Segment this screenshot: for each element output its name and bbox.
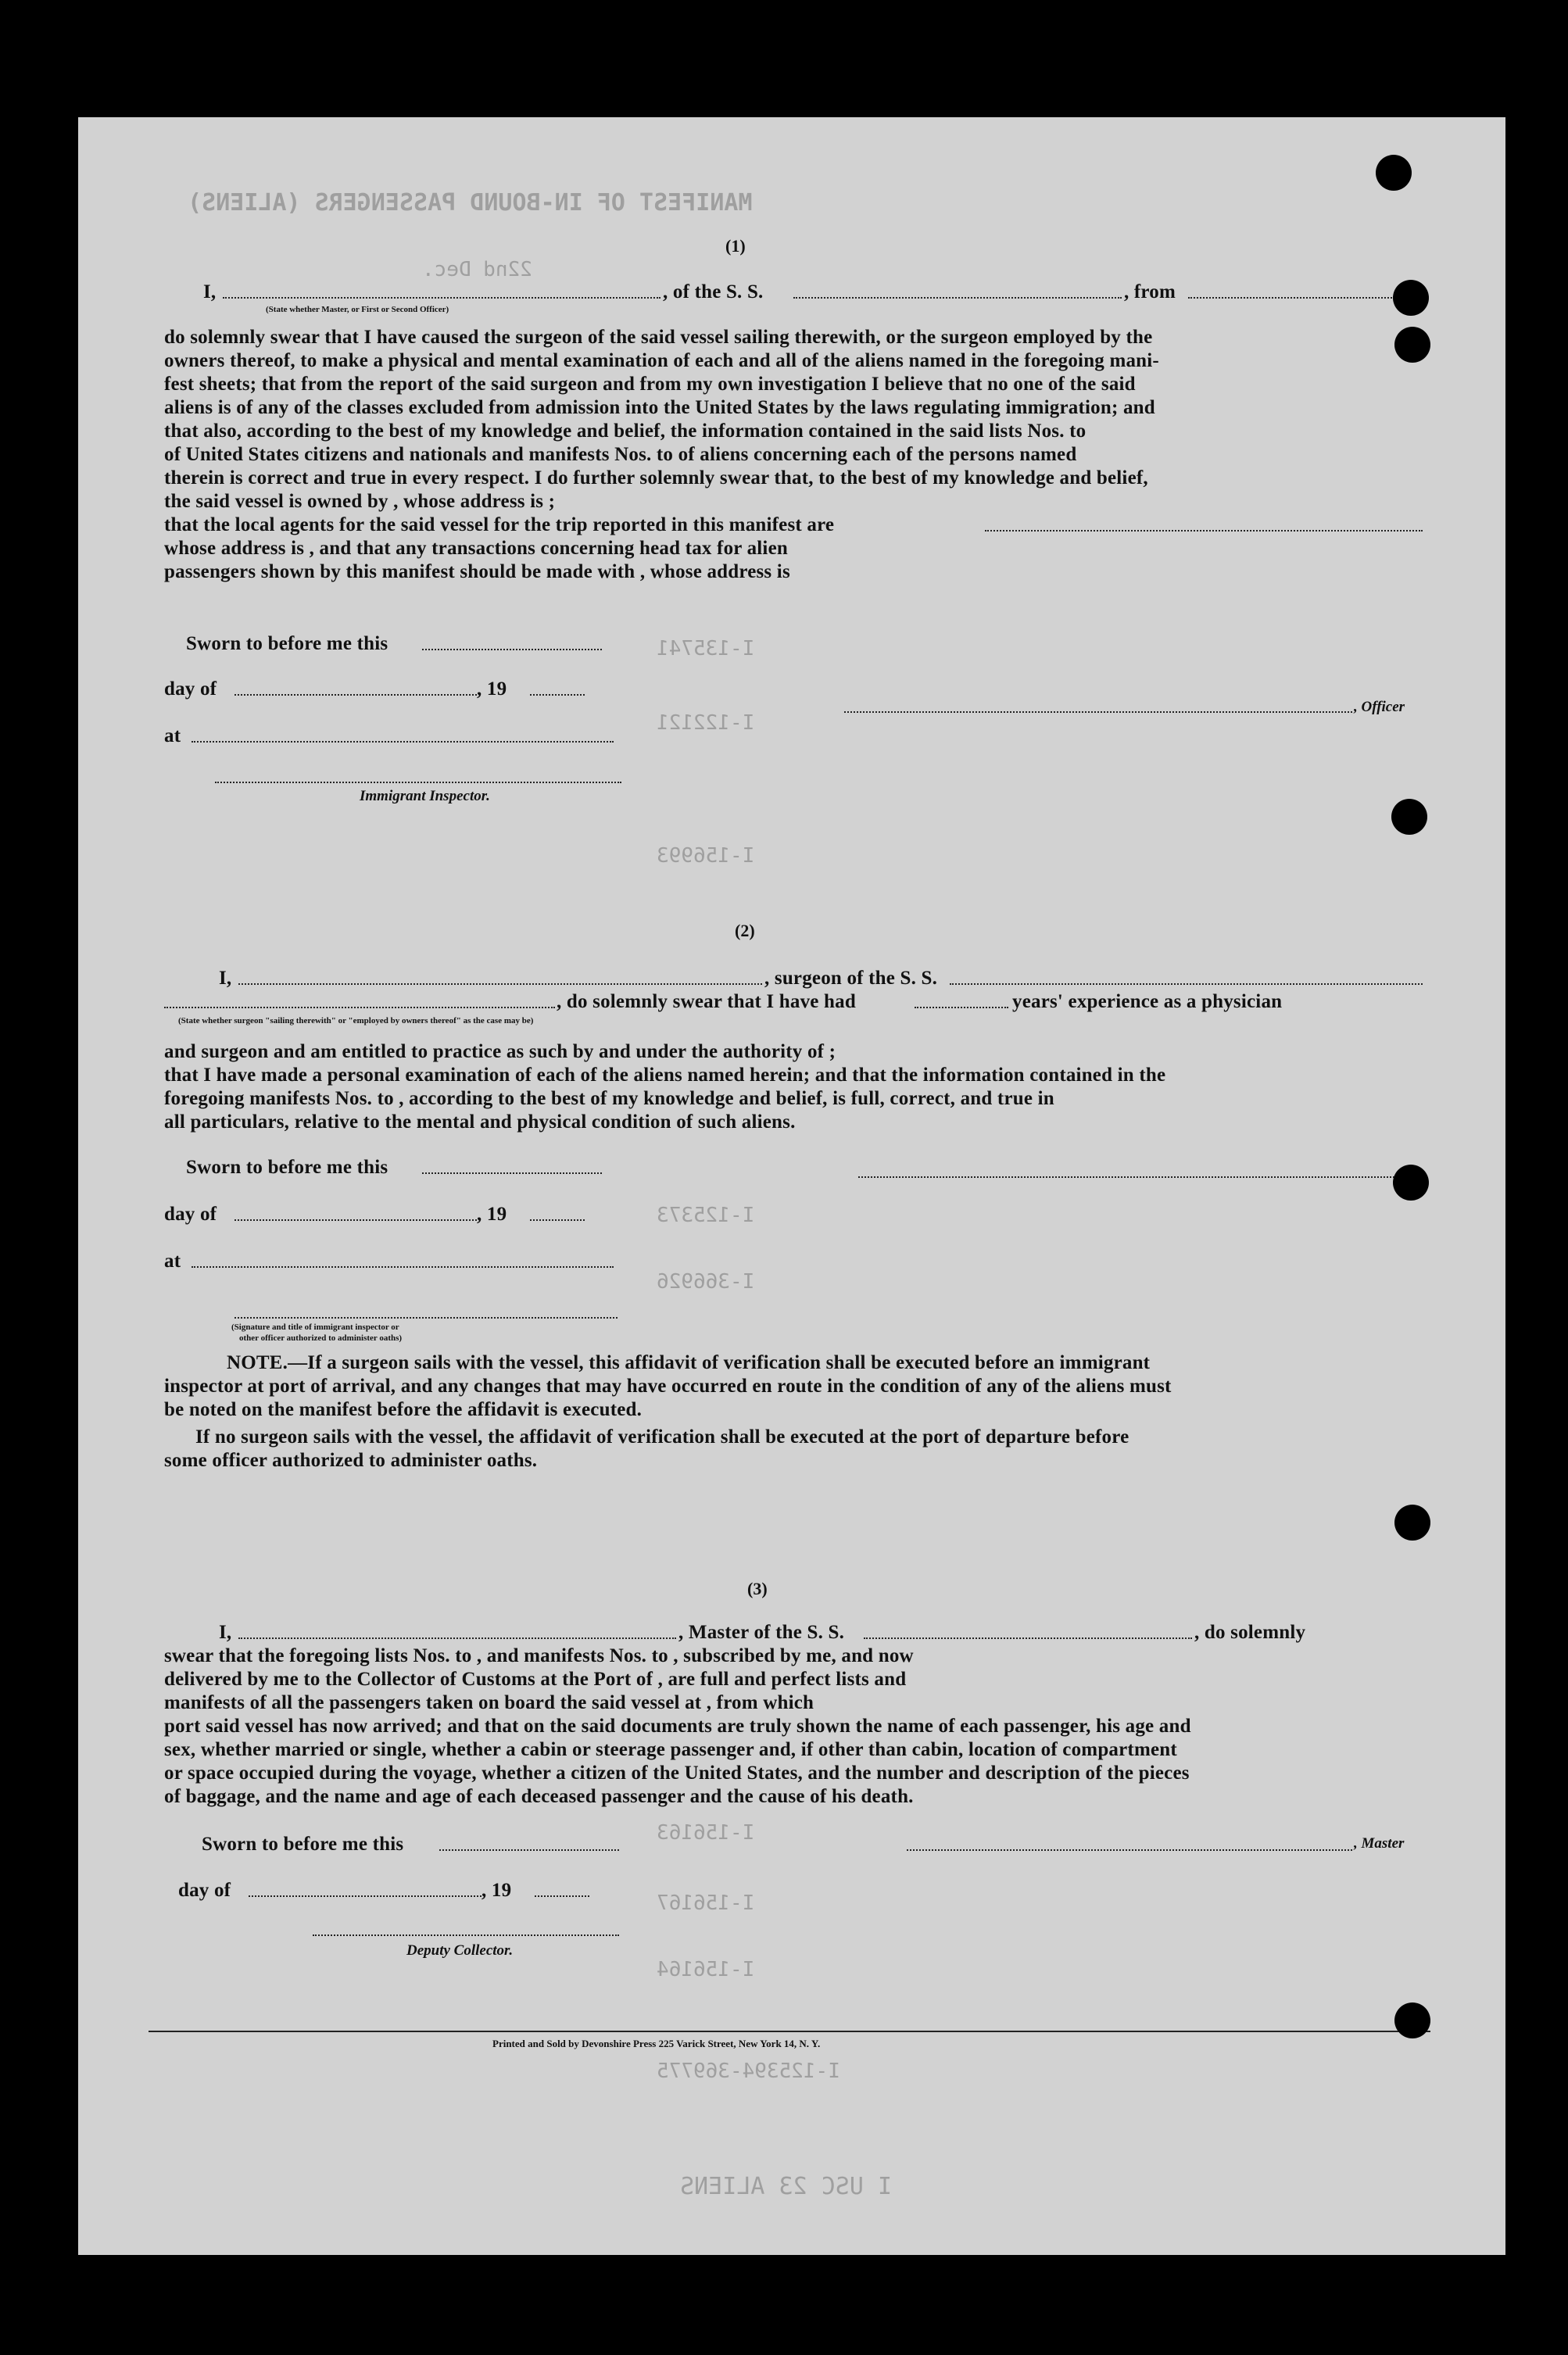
oath-text-line: the said vessel is owned by , whose address is ;	[164, 491, 556, 512]
surgeon-hint: (State whether surgeon "sailing therewith" or "employed by owners thereof" as the case may be)	[178, 1016, 534, 1025]
solemnly-label: , do solemnly swear that I have had	[557, 991, 856, 1012]
sworn-label: Sworn to before me this	[186, 1157, 388, 1178]
punch-hole	[1393, 1165, 1429, 1201]
years-blank[interactable]	[915, 1007, 1008, 1008]
year-blank[interactable]	[530, 1219, 585, 1221]
from-label: , from	[1124, 281, 1176, 302]
oath-text-line: therein is correct and true in every respect. I do further solemnly swear that, to the best of my knowledge and belief,	[164, 467, 1148, 489]
surgeon-vessel-blank[interactable]	[950, 983, 1423, 985]
note-line: If no surgeon sails with the vessel, the affidavit of verification shall be executed at the port of departure before	[195, 1426, 1129, 1448]
printer-credit: Printed and Sold by Devonshire Press 225 Varick Street, New York 14, N. Y.	[492, 2038, 821, 2049]
oath-text-line: owners thereof, to make a physical and mental examination of each and all of the aliens named in the foregoing mani-	[164, 350, 1159, 371]
role-hint: (State whether Master, or First or Second Officer)	[266, 305, 449, 314]
sworn-day-blank[interactable]	[422, 649, 602, 650]
note-line: inspector at port of arrival, and any changes that may have occurred en route in the condition of any of the aliens must	[164, 1376, 1172, 1397]
day-of-label: day of	[164, 678, 217, 700]
punch-hole	[1393, 280, 1429, 316]
intro-i: I,	[203, 281, 217, 302]
oath-text-line: of United States citizens and nationals and manifests Nos. to of aliens concerning each of the persons named	[164, 444, 1077, 465]
sworn-label: Sworn to before me this	[202, 1834, 404, 1855]
surgeon-text-line: all particulars, relative to the mental and physical condition of such aliens.	[164, 1111, 796, 1133]
agents-blank[interactable]	[985, 530, 1423, 531]
bleed-through-code: I-125394-369775	[657, 2060, 840, 2083]
note-line: NOTE.—If a surgeon sails with the vessel, this affidavit of verification shall be executed before an immigrant	[227, 1352, 1151, 1373]
master-text-line: of baggage, and the name and age of each deceased passenger and the cause of his death.	[164, 1786, 914, 1807]
surgeon-text-line: and surgeon and am entitled to practice as such by and under the authority of ;	[164, 1041, 836, 1062]
oath-text-line: that also, according to the best of my knowledge and belief, the information contained in the said lists Nos. to	[164, 421, 1087, 442]
at-blank[interactable]	[192, 741, 614, 743]
signature-hint: (Signature and title of immigrant inspector or	[231, 1322, 399, 1332]
collector-label: Deputy Collector.	[406, 1942, 514, 1959]
master-text-line: swear that the foregoing lists Nos. to , and manifests Nos. to , subscribed by me, and now	[164, 1645, 914, 1666]
punch-hole	[1394, 327, 1430, 363]
footer-rule	[149, 2031, 1430, 2032]
year-label: , 19	[477, 1204, 507, 1225]
master-text-line: sex, whether married or single, whether a cabin or steerage passenger and, if other than cabin, location of compartment	[164, 1739, 1177, 1760]
officer-label: , Officer	[1354, 699, 1405, 715]
surgeon-signature-blank[interactable]	[858, 1176, 1423, 1178]
oath-text-line: aliens is of any of the classes excluded from admission into the United States by the laws regulating immigration; and	[164, 397, 1155, 418]
year-blank[interactable]	[535, 1895, 589, 1897]
of-ss-label: , of the S. S.	[663, 281, 764, 302]
note-line: be noted on the manifest before the affidavit is executed.	[164, 1399, 643, 1420]
bleed-through-code: I-156993	[657, 844, 755, 868]
surgeon-status-blank[interactable]	[164, 1007, 555, 1008]
master-text-line: delivered by me to the Collector of Customs at the Port of , are full and perfect lists and	[164, 1669, 907, 1690]
sworn-label: Sworn to before me this	[186, 633, 388, 654]
years-label: years' experience as a physician	[1012, 991, 1283, 1012]
collector-signature-blank[interactable]	[313, 1934, 619, 1936]
bleed-through-code: I-156167	[657, 1892, 755, 1915]
bleed-through-code: I-122121	[657, 711, 755, 735]
bleed-through-code: I-156163	[657, 1821, 755, 1845]
day-of-label: day of	[178, 1880, 231, 1901]
sworn-day-blank[interactable]	[422, 1172, 602, 1174]
section-1-heading: (1)	[725, 236, 746, 256]
intro-i: I,	[219, 968, 232, 989]
oath-text-line: that the local agents for the said vessel for the trip reported in this manifest are	[164, 514, 835, 535]
day-of-label: day of	[164, 1204, 217, 1225]
do-solemnly-label: , do solemnly	[1194, 1622, 1306, 1643]
master-text-line: or space occupied during the voyage, whether a citizen of the United States, and the number and description of the pieces	[164, 1763, 1190, 1784]
master-text-line: manifests of all the passengers taken on board the said vessel at , from which	[164, 1692, 814, 1713]
surgeon-name-blank[interactable]	[238, 983, 762, 985]
vessel-name-blank[interactable]	[793, 297, 1122, 299]
year-label: , 19	[477, 678, 507, 700]
punch-hole	[1394, 2002, 1430, 2038]
master-signature-blank[interactable]	[907, 1849, 1352, 1851]
manifest-page	[78, 117, 1505, 2255]
section-2-heading: (2)	[735, 921, 755, 940]
from-port-blank[interactable]	[1188, 297, 1423, 299]
oath-text-line: whose address is , and that any transactions concerning head tax for alien	[164, 538, 788, 559]
surgeon-text-line: foregoing manifests Nos. to , according to the best of my knowledge and belief, is full, correct, and true in	[164, 1088, 1054, 1109]
bleed-through-code: I-366926	[657, 1270, 755, 1294]
note-line: some officer authorized to administer oaths.	[164, 1450, 538, 1471]
at-blank[interactable]	[192, 1266, 614, 1268]
sworn-day-blank[interactable]	[439, 1849, 619, 1851]
bleed-through-code: I-135741	[657, 637, 755, 660]
at-label: at	[164, 725, 181, 746]
surgeon-of-label: , surgeon of the S. S.	[764, 968, 938, 989]
master-label: , Master	[1354, 1835, 1405, 1852]
master-of-label: , Master of the S. S.	[678, 1622, 845, 1643]
section-3-heading: (3)	[747, 1579, 768, 1598]
bleed-through-code: I-125373	[657, 1204, 755, 1227]
punch-hole	[1391, 799, 1427, 835]
day-of-blank[interactable]	[234, 694, 477, 696]
bleed-through-date: 22nd Dec.	[422, 258, 532, 281]
day-of-blank[interactable]	[234, 1219, 477, 1221]
officer-name-blank[interactable]	[223, 297, 660, 299]
punch-hole	[1394, 1505, 1430, 1541]
inspector-signature-blank[interactable]	[234, 1317, 618, 1319]
bleed-through-title: MANIFEST OF IN-BOUND PASSENGERS (ALIENS)	[188, 189, 753, 217]
bleed-through-code: I-156164	[657, 1958, 755, 1981]
bleed-through-footer: I USC 23 ALIENS	[680, 2173, 892, 2200]
master-name-blank[interactable]	[238, 1637, 676, 1639]
master-text-line: port said vessel has now arrived; and that on the said documents are truly shown the name of each passenger, his age and	[164, 1716, 1191, 1737]
officer-signature-blank[interactable]	[844, 711, 1352, 713]
oath-text-line: do solemnly swear that I have caused the surgeon of the said vessel sailing therewith, or the surgeon employed by the	[164, 327, 1153, 348]
at-label: at	[164, 1251, 181, 1272]
oath-text-line: passengers shown by this manifest should be made with , whose address is	[164, 561, 790, 582]
master-vessel-blank[interactable]	[864, 1637, 1192, 1639]
intro-i: I,	[219, 1622, 232, 1643]
day-of-blank[interactable]	[249, 1895, 481, 1897]
signature-hint: other officer authorized to administer oaths)	[239, 1333, 403, 1343]
year-label: , 19	[481, 1880, 512, 1901]
surgeon-text-line: that I have made a personal examination of each of the aliens named herein; and that the information contained in the	[164, 1065, 1166, 1086]
inspector-label: Immigrant Inspector.	[360, 788, 490, 804]
oath-text-line: fest sheets; that from the report of the said surgeon and from my own investigation I believe that no one of the said	[164, 374, 1136, 395]
inspector-signature-blank[interactable]	[215, 782, 621, 783]
punch-hole	[1376, 155, 1412, 191]
year-blank[interactable]	[530, 694, 585, 696]
